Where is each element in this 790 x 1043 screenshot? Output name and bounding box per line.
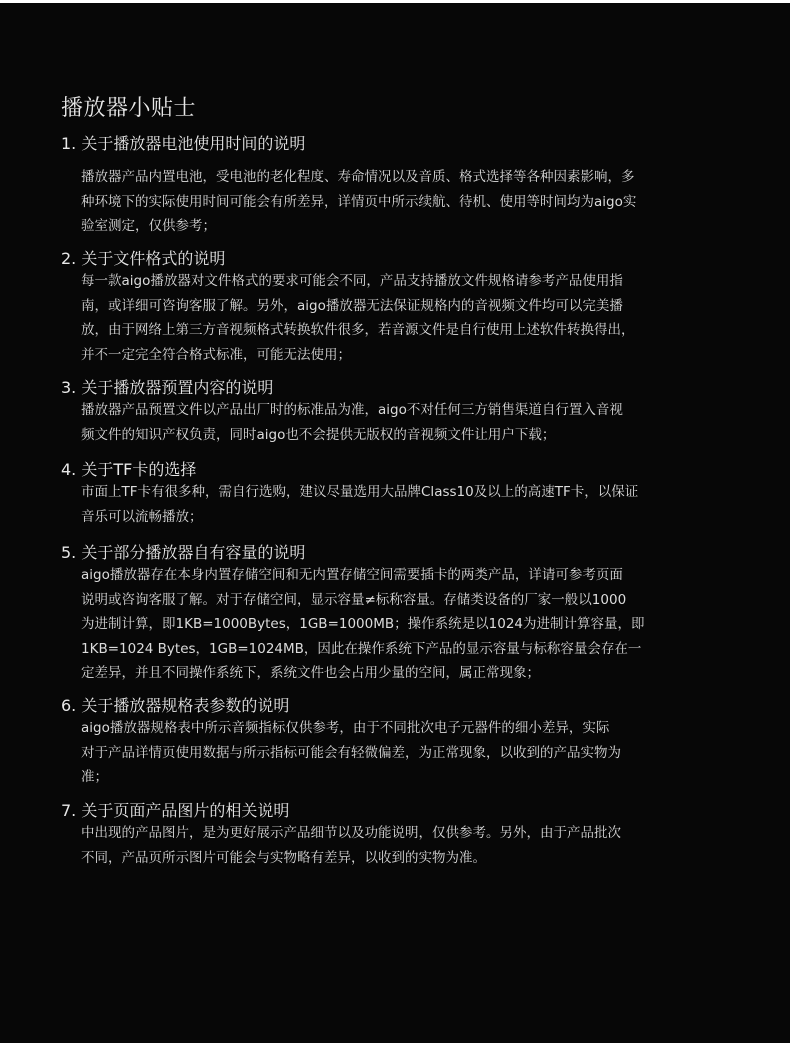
section-heading: 6. 关于播放器规格表参数的说明 (61, 696, 290, 715)
body-line: 验室测定，仅供参考； (81, 218, 216, 234)
body-line: 不同，产品页所示图片可能会与实物略有差异，以收到的实物为准。 (81, 849, 486, 866)
section-body (81, 398, 731, 447)
body-line: aigo播放器存在本身内置存储空间和无内置存储空间需要插卡的两类产品，详请可参考页面 (81, 567, 623, 583)
body-line: 为进制计算，即1KB=1000Bytes，1GB=1000MB；操作系统是以1024为进制计算容量，即 (81, 616, 645, 632)
body-line: 中出现的产品图片，是为更好展示产品细节以及功能说明，仅供参考。另外，由于产品批次 (81, 825, 621, 841)
body-line: 频文件的知识产权负责，同时aigo也不会提供无版权的音视频文件让用户下载； (81, 426, 556, 443)
section-body (81, 269, 731, 367)
body-line: 说明或咨询客服了解。对于存储空间，显示容量≠标称容量。存储类设备的厂家一般以1000 (81, 591, 627, 608)
body-line: 准； (81, 769, 108, 785)
body-line: 放，由于网络上第三方音视频格式转换软件很多，若音源文件是自行使用上述软件转换得出， (81, 322, 635, 338)
section-heading: 4. 关于TF卡的选择 (61, 460, 197, 479)
body-line: 每一款aigo播放器对文件格式的要求可能会不同，产品支持播放文件规格请参考产品使用指 (81, 273, 623, 289)
section-heading: 5. 关于部分播放器自有容量的说明 (61, 543, 306, 562)
section-heading: 1. 关于播放器电池使用时间的说明 (61, 134, 306, 153)
body-line: 音乐可以流畅播放； (81, 508, 203, 525)
section-heading: 7. 关于页面产品图片的相关说明 (61, 801, 290, 820)
section-heading: 2. 关于文件格式的说明 (61, 249, 226, 268)
page-title: 播放器小贴士 (61, 96, 197, 121)
body-line: 播放器产品内置电池，受电池的老化程度、寿命情况以及音质、格式选择等各种因素影响，多 (81, 169, 635, 185)
section-body (81, 480, 731, 529)
section-body (81, 165, 731, 239)
section-body (81, 563, 731, 686)
section-body (81, 716, 731, 790)
body-line: 市面上TF卡有很多种，需自行选购，建议尽量选用大品牌Class10及以上的高速TF卡，以保证 (81, 484, 639, 500)
body-line: 1KB=1024 Bytes，1GB=1024MB，因此在操作系统下产品的显示容量与标称容量会存在一 (81, 640, 642, 657)
tips-panel (0, 3, 790, 1043)
body-line: 定差异，并且不同操作系统下，系统文件也会占用少量的空间，属正常现象； (81, 665, 540, 681)
section-heading: 3. 关于播放器预置内容的说明 (61, 378, 274, 397)
body-line: 种环境下的实际使用时间可能会有所差异，详情页中所示续航、待机、使用等时间均为aigo实 (81, 193, 637, 210)
section-body (81, 821, 731, 870)
body-line: 播放器产品预置文件以产品出厂时的标准品为准，aigo不对任何三方销售渠道自行置入音视 (81, 402, 623, 418)
body-line: 并不一定完全符合格式标准，可能无法使用； (81, 346, 351, 363)
body-line: 南，或详细可咨询客服了解。另外，aigo播放器无法保证规格内的音视频文件均可以完美播 (81, 297, 623, 314)
body-line: 对于产品详情页使用数据与所示指标可能会有轻微偏差，为正常现象，以收到的产品实物为 (81, 744, 621, 761)
body-line: aigo播放器规格表中所示音频指标仅供参考，由于不同批次电子元器件的细小差异，实际 (81, 720, 610, 736)
